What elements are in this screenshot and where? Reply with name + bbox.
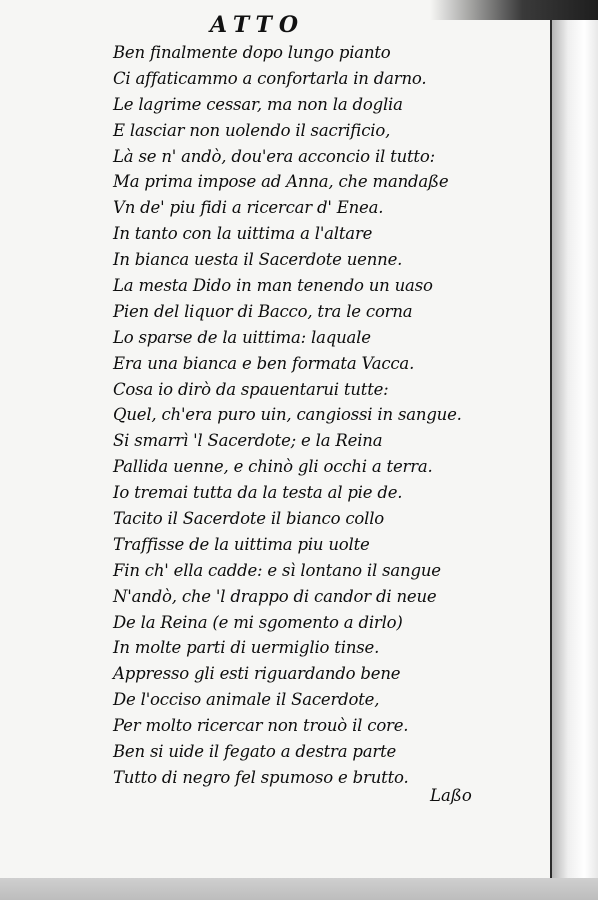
verse-line: De l'occiso animale il Sacerdote, (113, 690, 380, 710)
catchword: Laßo (430, 786, 472, 805)
verse-line: In tanto con la uittima a l'altare (113, 224, 373, 244)
verse-line: Vn de' piu fidi a ricercar d' Enea. (113, 198, 384, 218)
verse-line: Cosa io dirò da spauentarui tutte: (113, 379, 389, 399)
page-bottom-edge (0, 878, 598, 900)
verse-line: N'andò, che 'l drappo di candor di neue (113, 586, 437, 606)
verse-line: Appresso gli esti riguardando bene (113, 664, 401, 684)
verse-line: Là se n' andò, dou'era acconcio il tutto: (113, 146, 435, 166)
verse-line: Tutto di negro fel spumoso e brutto. (113, 767, 409, 787)
verse-line: Si smarrì 'l Sacerdote; e la Reina (113, 431, 383, 451)
verse-line: Ci affaticammo a confortarla in darno. (113, 68, 427, 88)
verse-line: Ben finalmente dopo lungo pianto (113, 43, 391, 62)
verse-line: Fin ch' ella cadde: e sì lontano il sangue (113, 560, 441, 580)
verse-line: Ma prima impose ad Anna, che mandaße (113, 172, 449, 192)
verse-line: Le lagrime cessar, ma non la doglia (113, 94, 403, 114)
running-header: ATTO (210, 12, 305, 38)
verse-line: Lo sparse de la uittima: laquale (113, 327, 371, 347)
verse-line: In bianca uesta il Sacerdote uenne. (113, 250, 403, 270)
verse-line: Pien del liquor di Bacco, tra le corna (113, 301, 413, 321)
verse-list (113, 40, 543, 791)
verse-line: La mesta Dido in man tenendo un uaso (113, 276, 433, 296)
verse-line: E lasciar non uolendo il sacrificio, (113, 120, 391, 140)
page-gutter (552, 0, 598, 900)
verse-line: De la Reina (e mi sgomento a dirlo) (113, 612, 403, 632)
verse-line: Io tremai tutta da la testa al pie de. (113, 483, 403, 503)
verse-line: Quel, ch'era puro uin, cangiossi in sangue. (113, 405, 462, 425)
verse-line: In molte parti di uermiglio tinse. (113, 638, 380, 658)
verse-line: Per molto ricercar non trouò il core. (113, 716, 409, 736)
verse-line: Era una bianca e ben formata Vacca. (113, 353, 415, 373)
binding-shadow (430, 0, 598, 20)
verse-line: Ben si uide il fegato a destra parte (113, 742, 397, 762)
verse-line: Pallida uenne, e chinò gli occhi a terra. (113, 457, 433, 477)
verse-line: Traffisse de la uittima piu uolte (113, 534, 370, 554)
verse-line: Tacito il Sacerdote il bianco collo (113, 509, 385, 529)
